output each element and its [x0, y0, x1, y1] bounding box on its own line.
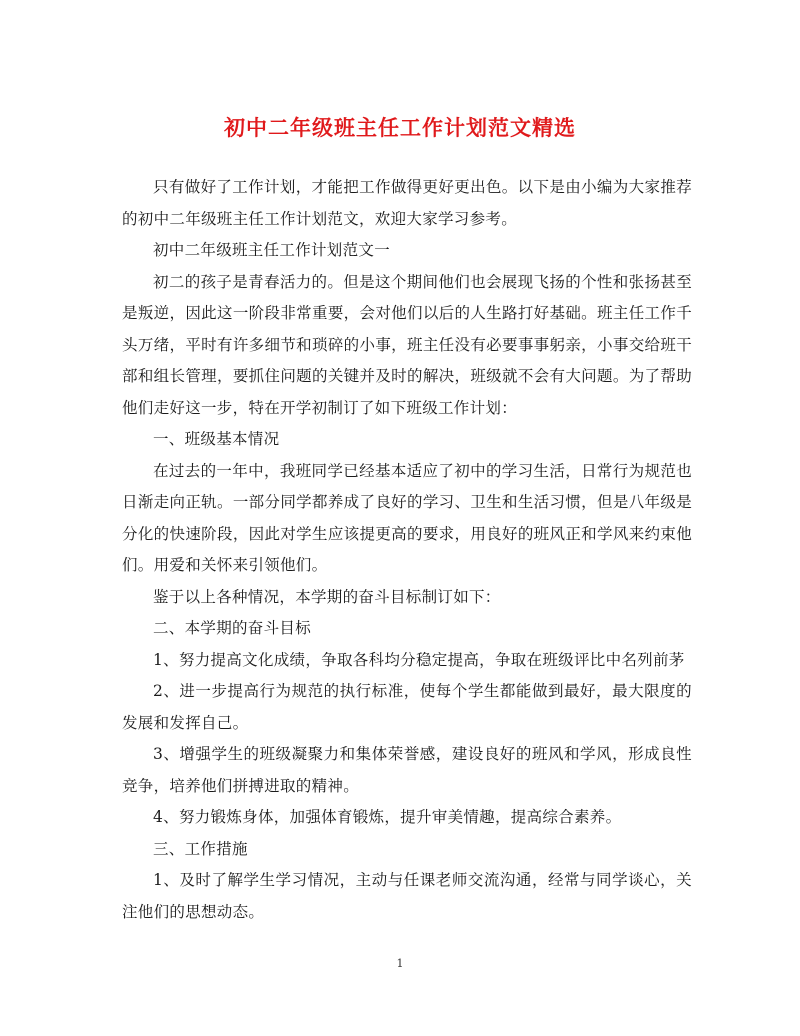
page-number: 1	[396, 957, 404, 970]
goal-item: 2、进一步提高行为规范的执行标准，使每个学生都能做到最好，最大限度的发展和发挥自己。	[122, 682, 692, 732]
body-paragraph: 鉴于以上各种情况，本学期的奋斗目标制订如下：	[153, 587, 501, 606]
intro-paragraph: 只有做好了工作计划，才能把工作做得更好更出色。以下是由小编为大家推荐的初中二年级班主任工作计划范文，欢迎大家学习参考。	[122, 178, 692, 228]
section-heading-goals: 二、本学期的奋斗目标	[153, 619, 312, 637]
goal-item: 3、增强学生的班级凝聚力和集体荣誉感，建设良好的班风和学风，形成良性竞争，培养他们拼搏进取的精神。	[122, 745, 692, 795]
body-paragraph: 初二的孩子是青春活力的。但是这个期间他们也会展现飞扬的个性和张扬甚至是叛逆，因此这一阶段非常重要，会对他们以后的人生路打好基础。班主任工作千头万绪，平时有许多细节和琐碎的小事，班主任没有必要事事躬亲，小事交给班干部和组长管理，要抓住问题的关键并及时的解决，班级就不会有大问题。为了帮助他们走好这一步，特在开学初制订了如下班级工作计划：	[122, 272, 692, 417]
goal-item: 4、努力锻炼身体，加强体育锻炼，提升审美情趣，提高综合素养。	[153, 808, 622, 826]
measure-item: 1、及时了解学生学习情况，主动与任课老师交流沟通，经常与同学谈心，关注他们的思想动态。	[122, 871, 692, 921]
body-paragraph: 在过去的一年中，我班同学已经基本适应了初中的学习生活，日常行为规范也日渐走向正轨。一部分同学都养成了良好的学习、卫生和生活习惯，但是八年级是分化的快速阶段，因此对学生应该提更高的要求，用良好的班风正和学风来约束他们。用爱和关怀来引领他们。	[122, 461, 692, 574]
document-title: 初中二年级班主任工作计划范文精选	[224, 115, 576, 140]
section-heading-class-situation: 一、班级基本情况	[153, 430, 280, 448]
section-heading-sample-one: 初中二年级班主任工作计划范文一	[153, 241, 391, 259]
document-body	[122, 172, 692, 928]
goal-item: 1、努力提高文化成绩，争取各科均分稳定提高，争取在班级评比中名列前茅	[153, 650, 685, 669]
section-heading-measures: 三、工作措施	[153, 839, 248, 858]
